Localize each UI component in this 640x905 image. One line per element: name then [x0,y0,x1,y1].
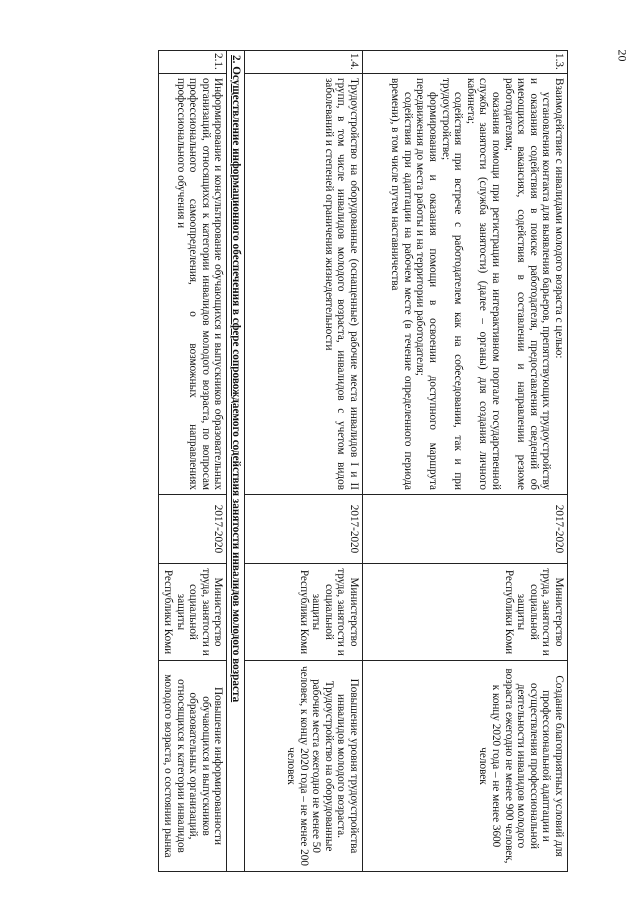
activity-line: Взаимодействие с инвалидами молодого возраста с целью: [553,78,565,359]
period-cell: 2017-2020 [245,495,363,564]
activity-cell [245,74,363,495]
activity-line: Трудоустройство на оборудованные (оснащенные) рабочие места инвалидов I и II групп, в том числе инвалидов молодого возраста, инвалидов с учетом видов заболеваний и степеней ограничения жизнедеятельности [322,78,360,490]
result-cell: Повышение информированности обучающихся и выпускников образовательных организаций, относящихся к категории инвалидов молодого возраста, о состоянии рынка [159,661,227,872]
activity-line: содействия при встрече с работодателем как на собеседовании, так и при трудоустройстве; [439,78,465,490]
table-row [245,51,363,872]
executor-cell: Министерство труда, занятости и социальной защиты Республики Коми [159,564,227,661]
activity-line: оказания помощи при регистрации на интерактивном портале государственной службы занятости (служба занятости) (далее – органы) для создания личного кабинета; [464,78,503,490]
result-cell: Создание благоприятных условий для профессиональной адаптации и осуществления профессиональной деятельности инвалидов молодого возраста ежегодно не менее 900 человек, к концу 2020 года – не менее 3600 человек [363,661,568,872]
activities-table [158,50,568,872]
activity-line: формирования и оказания помощи в освоении доступного маршрута передвижения до места работы и на территории работодателя; [414,78,440,490]
period-cell: 2017-2020 [159,495,227,564]
row-number: 2.1. [159,51,227,74]
section-row [227,51,245,872]
table-row [159,51,227,872]
rotated-table-container [60,50,568,872]
row-number: 1.3. [363,51,568,74]
row-number: 1.4. [245,51,363,74]
page-number: 20 [615,49,630,62]
result-cell: Повышение уровня трудоустройства инвалидов молодого возраста. Трудоустройство на оборудованные рабочие места ежегодно не менее 50 человек, к концу 2020 года – не менее 200 человек [245,661,363,872]
activity-cell [363,74,568,495]
executor-cell: Министерство труда, занятости и социальной защиты Республики Коми [363,564,568,661]
section-title: 2. Осуществление информационного обеспечения в сфере сопровождаемого содействия занятости инвалидов молодого возраста [227,51,245,872]
activity-cell: Информирование и консультирование обучающихся и выпускников образовательных организаций, относящихся к категории инвалидов молодого возраста, по вопросам профессионального самоопределения, о возможных направлениях профессионального обучения и [159,74,227,495]
period-cell: 2017-2020 [363,495,568,564]
executor-cell: Министерство труда, занятости и социальной защиты Республики Коми [245,564,363,661]
activity-line: содействия при адаптации на рабочем месте (в течение определенного периода времени), в том числе путем наставничества [389,78,414,490]
table-row [363,51,568,872]
activity-line: установления контакта для выявления барьеров, препятствующих трудоустройству и оказания содействия в поиске работодателя, предоставления сведений об имеющихся вакансиях, содействия в составлении и направлении резюме работодателям; [502,78,553,490]
